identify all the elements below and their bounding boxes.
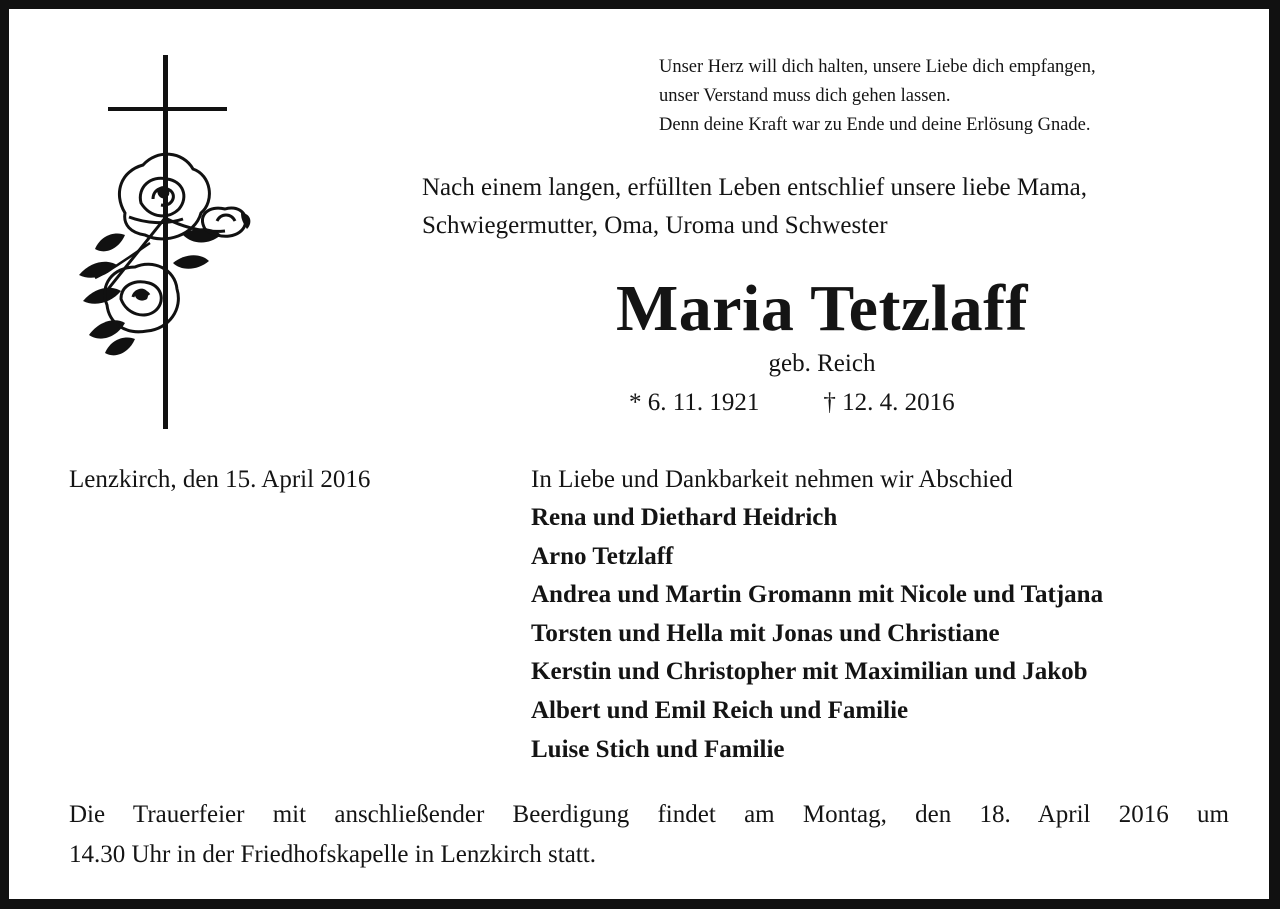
- service-line: 14.30 Uhr in der Friedhofskapelle in Lenzkirch statt.: [69, 841, 596, 868]
- mourners-list: [531, 499, 1103, 769]
- mourner-entry: Kerstin und Christopher mit Maximilian und Jakob: [531, 658, 1088, 686]
- life-dates: [629, 386, 955, 420]
- farewell-line: In Liebe und Dankbarkeit nehmen wir Abschied: [531, 466, 1013, 493]
- mourner-entry: Albert und Emil Reich und Familie: [531, 696, 909, 724]
- motto-line: Denn deine Kraft war zu Ende und deine Erlösung Gnade.: [659, 115, 1091, 135]
- birth-date: * 6. 11. 1921: [629, 389, 760, 416]
- motto-verse: [659, 53, 1249, 140]
- motto-line: Unser Herz will dich halten, unsere Liebe dich empfangen,: [659, 57, 1096, 77]
- death-date: † 12. 4. 2016: [823, 389, 955, 416]
- mourner-entry: Rena und Diethard Heidrich: [531, 504, 838, 531]
- place-and-date: Lenzkirch, den 15. April 2016: [69, 466, 371, 493]
- mourner-entry: Andrea und Martin Gromann mit Nicole und Tatjana: [531, 581, 1104, 609]
- motto-line: unser Verstand muss dich gehen lassen.: [659, 86, 951, 106]
- funeral-service-info: [69, 795, 1229, 875]
- intro-text: [422, 169, 1242, 245]
- birth-name: geb. Reich: [768, 350, 876, 377]
- intro-line: Nach einem langen, erfüllten Leben entschlief unsere liebe Mama,: [422, 174, 1087, 201]
- mourner-entry: Luise Stich und Familie: [531, 735, 785, 763]
- cross-with-roses-icon: [65, 53, 255, 433]
- deceased-name: Maria Tetzlaff: [615, 272, 1029, 345]
- mourner-entry: Arno Tetzlaff: [531, 542, 674, 570]
- intro-line: Schwiegermutter, Oma, Uroma und Schwester: [422, 212, 888, 239]
- service-line: Die Trauerfeier mit anschließender Beerdigung findet am Montag, den 18. April 2016 um: [69, 801, 1229, 828]
- mourner-entry: Torsten und Hella mit Jonas und Christiane: [531, 619, 1000, 647]
